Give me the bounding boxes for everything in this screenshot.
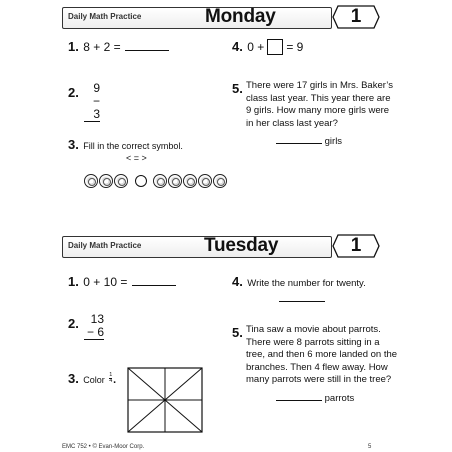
- tuesday-q5-answer: [276, 390, 354, 406]
- q-text: Color: [83, 375, 105, 385]
- bottom-number: − 3: [84, 95, 100, 122]
- symbol-choices: < = >: [126, 153, 147, 163]
- q-text-line: tree, and then 6 more landed on the: [246, 349, 398, 360]
- monday-q5-answer: [276, 133, 342, 149]
- coin-icon: [114, 174, 128, 188]
- answer-line[interactable]: [276, 133, 322, 144]
- footer-copyright: EMC 752 • © Evan-Moor Corp.: [62, 444, 145, 450]
- fraction-denominator: 4: [109, 378, 113, 385]
- q-text: Write the number for twenty.: [247, 278, 366, 289]
- q-number: 1.: [68, 274, 79, 289]
- q-text-line: class last year. This year there are: [246, 92, 391, 104]
- banner-label: Daily Math Practice: [68, 12, 142, 21]
- tuesday-q3: 3. Color $\frac{1}{4}$ .: [68, 370, 117, 387]
- page-number: 5: [368, 444, 372, 450]
- fraction: [109, 373, 112, 385]
- answer-line[interactable]: [125, 40, 169, 51]
- q-text-line: 9 girls. How many more girls were: [246, 105, 390, 116]
- q-text-line: Tina saw a movie about parrots.: [246, 324, 381, 335]
- answer-line[interactable]: [276, 390, 322, 401]
- tuesday-q4: [232, 273, 366, 291]
- monday-q5-text: [246, 80, 396, 130]
- square-to-color[interactable]: [127, 367, 203, 433]
- top-number: 13: [90, 312, 104, 326]
- tuesday-banner: [62, 234, 388, 258]
- answer-circle[interactable]: [135, 175, 147, 187]
- day-number: 1: [350, 6, 362, 27]
- q-number: 3.: [68, 371, 79, 386]
- q-number: 5.: [232, 325, 243, 340]
- q-text: 0 + 10 =: [83, 275, 128, 289]
- q-number: 4.: [232, 39, 243, 54]
- q-text: Fill in the correct symbol.: [83, 141, 183, 151]
- q-text: 0 +: [247, 40, 265, 54]
- fraction-numerator: 1: [109, 371, 113, 378]
- bottom-number: − 6: [84, 326, 104, 340]
- q-number: 2.: [68, 316, 79, 331]
- q-number: 4.: [232, 274, 243, 289]
- coin-icon: [183, 174, 197, 188]
- monday-q1: [68, 38, 169, 56]
- q-text-line: many parrots were still in the tree?: [246, 374, 392, 385]
- q-text-line: There were 8 parrots sitting in a: [246, 336, 380, 348]
- tuesday-q5-text: [246, 324, 406, 387]
- tuesday-q2: [68, 315, 79, 333]
- answer-unit: parrots: [324, 393, 355, 404]
- q-text-line: There were 17 girls in Mrs. Baker’s: [246, 80, 393, 91]
- q-number: 2.: [68, 85, 79, 100]
- day-title: Monday: [205, 6, 276, 27]
- coin-icon: [198, 174, 212, 188]
- q-number: 5.: [232, 81, 243, 96]
- tuesday-q2-problem: [84, 313, 104, 340]
- monday-q2: [68, 84, 79, 102]
- top-number: 9: [93, 81, 100, 95]
- q-text: 8 + 2 =: [83, 40, 121, 54]
- q-text-line: in her class last year?: [246, 117, 338, 129]
- coin-comparison: [84, 172, 228, 190]
- coin-icon: [153, 174, 167, 188]
- day-number: 1: [350, 235, 362, 256]
- answer-line[interactable]: [132, 275, 176, 286]
- monday-q2-problem: [84, 82, 100, 122]
- tuesday-q4-answer-line[interactable]: [279, 301, 325, 302]
- coin-icon: [213, 174, 227, 188]
- coin-icon: [99, 174, 113, 188]
- day-title: Tuesday: [204, 235, 279, 256]
- monday-banner: [62, 5, 388, 29]
- q-text-line: branches. Then 4 flew away. How: [246, 361, 388, 373]
- banner-label: Daily Math Practice: [68, 241, 142, 250]
- q-text: = 9: [286, 40, 304, 54]
- coin-icon: [84, 174, 98, 188]
- coin-icon: [168, 174, 182, 188]
- answer-unit: girls: [324, 136, 343, 147]
- tuesday-q1: [68, 273, 176, 291]
- monday-q4: [232, 38, 303, 56]
- q-number: 3.: [68, 137, 79, 152]
- monday-q5: [232, 80, 243, 98]
- tuesday-q5: [232, 324, 243, 342]
- answer-box[interactable]: [267, 39, 283, 55]
- q-number: 1.: [68, 39, 79, 54]
